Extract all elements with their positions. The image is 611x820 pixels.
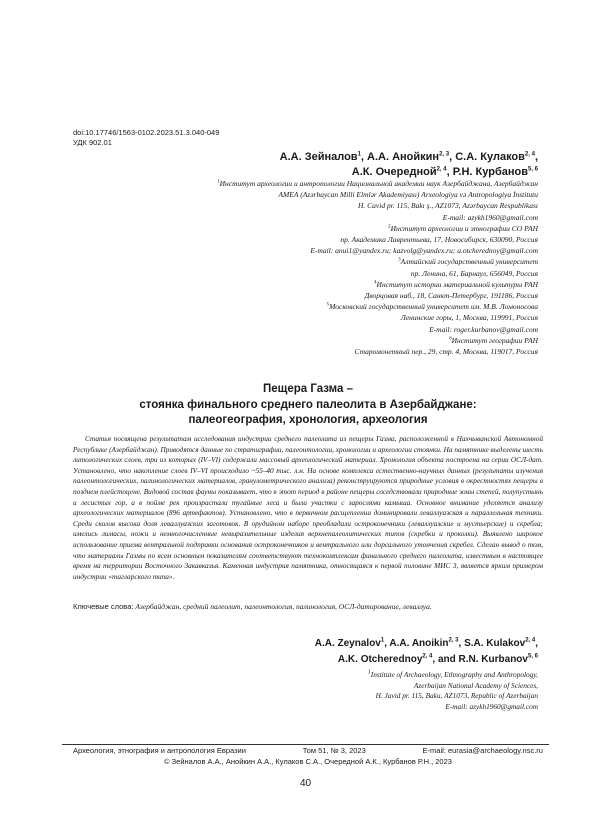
affiliation-sup: 1 bbox=[367, 669, 371, 676]
author-sup: 2, 4 bbox=[422, 653, 433, 660]
affiliation-text: E-mail: azykh1960@gmail.com bbox=[445, 701, 538, 711]
affiliation-line bbox=[68, 212, 538, 223]
title-line-3: палеогеография, хронология, археология bbox=[188, 414, 428, 426]
doi-line: doi:10.17746/1563-0102.2023.51.3.040-049 bbox=[73, 128, 220, 137]
authors-ru bbox=[68, 150, 538, 180]
abstract: Статья посвящена результатам исследования индустрии среднего палеолита из пещеры Газма, расположенной в Нахчыванской Автономной Республике (Азербайджан). Приводятся данные по стратиграфии, палеонтологии, хронологии и археологии стоянки. На памятнике выделены шесть литологических слоев, три из которых (IV–VI) содержали массовый археологический материал. Хронология объекта построена на серии ОСЛ-дат. Установлено, что накопление слоев IV–VI происходило ~55–40 тыс. л.н. На основе комплекса естественно-научных данных (результаты изучения палеонтологических, палинологических материалов, гранулометрического анализа) реконструируются природные условия в окрестностях пещеры в позднем плейстоцене. Видовой состав фауны показывает, что в этот период в районе пещеры соседствовали природные зоны степей, полупустынь и лесистых гор, а в пойме рек произрастали тугайные леса и были участки с зарослями камыша. Основное внимание уделяется анализу археологических материалов (896 артефактов). Установлено, что в первичном расщеплении доминировали леваллуазская и параллельная техники. Среди сколов высока доля леваллуазских заготовок. В орудийном наборе преобладали остроконечники (леваллуазские и мустьерские) и скребла; имелись лимасы, ножи и немногочисленные невыразительные изделия верхнепалеолитических типов (скребки и проколки). Выявлено широкое использование приема вентральной подправки основания остроконечников и вентрального или дорсального утончения скребел. Сделан вывод о том, что материалы Газмы по всем основным показателям соответствуют технокомплексам финального среднего палеолита, известным в настоящее время на территории Восточного Закавказья. Каменная индустрия памятника, относящаяся к первой половине МИС 3, является ярким примером индустрии «тагларского типа». bbox=[73, 434, 543, 581]
author-name: A.A. Anoikin bbox=[389, 638, 449, 649]
footer-journal: Археология, этнография и антропология Евразии bbox=[73, 746, 246, 755]
author-sup: 2, 4 bbox=[524, 151, 535, 158]
affiliations-en bbox=[68, 670, 538, 712]
affiliation-text: Институт археологии и этнографии СО РАН bbox=[390, 223, 538, 233]
author-sup: 2, 4 bbox=[436, 166, 447, 173]
affiliation-text: H. Cavid pr. 115, Bakı ş., AZ1073, Azərbaycan Respublikası bbox=[358, 201, 538, 211]
title-line-2: стоянка финального среднего палеолита в Азербайджане: bbox=[139, 398, 477, 411]
affiliation-line bbox=[68, 200, 538, 211]
affiliation-text: Институт истории материальной культуры РАН bbox=[376, 279, 538, 289]
affiliation-line bbox=[68, 346, 538, 357]
author-name: R.N. Kurbanov bbox=[458, 654, 528, 665]
affiliation-text: Старомонетный пер., 29, стр. 4, Москва, 119017, Россия bbox=[354, 347, 538, 357]
affiliation-line bbox=[68, 245, 538, 256]
affiliation-line bbox=[68, 279, 538, 290]
author-and: , and bbox=[432, 654, 456, 665]
affiliation-text: Дворцовая наб., 18, Санкт-Петербург, 191186, Россия bbox=[364, 291, 538, 301]
author-sup: 2, 4 bbox=[525, 637, 536, 644]
affiliation-text: Institute of Archaeology, Ethnography and Anthropology, bbox=[370, 670, 538, 679]
affiliation-sup: 2 bbox=[388, 224, 391, 230]
affiliation-line bbox=[68, 691, 538, 702]
affiliation-sup: 3 bbox=[398, 257, 401, 263]
affiliation-text: Azerbaijan National Academy of Sciences, bbox=[413, 680, 538, 690]
affiliation-line bbox=[68, 268, 538, 279]
affiliation-line bbox=[68, 702, 538, 713]
author-name: Р.Н. Курбанов bbox=[452, 166, 528, 178]
affiliation-line bbox=[68, 234, 538, 245]
affiliation-text: пр. Ленина, 61, Барнаул, 656049, Россия bbox=[410, 268, 538, 278]
affiliation-sup: 4 bbox=[374, 280, 377, 286]
author-sup: 2, 3 bbox=[439, 151, 450, 158]
udk-line: УДК 902.01 bbox=[73, 138, 112, 147]
affiliation-line bbox=[68, 670, 538, 681]
affiliations-ru bbox=[68, 178, 538, 357]
affiliation-line bbox=[68, 189, 538, 200]
affiliation-text: Ленинские горы, 1, Москва, 119991, Россия bbox=[400, 313, 538, 323]
title-line-1: Пещера Газма – bbox=[262, 383, 354, 395]
author-name: А.К. Очередной bbox=[351, 166, 437, 178]
affiliation-text: Московский государственный университет им. М.В. Ломоносова bbox=[329, 302, 538, 312]
footer-copyright: © Зейналов А.А., Анойкин А.А., Кулаков С.А., Очередной А.К., Курбанов Р.Н., 2023 bbox=[164, 757, 452, 766]
affiliation-line bbox=[68, 178, 538, 189]
authors-ru-line-1: А.А. Зейналов$^1$, А.А. Анойкин$^{2, 3}$, С.А. Кулаков$^{2, 4}$, bbox=[279, 151, 538, 163]
page-number: 40 bbox=[299, 778, 312, 789]
affiliation-line bbox=[68, 324, 538, 335]
keywords bbox=[73, 602, 543, 612]
affiliation-line bbox=[68, 335, 538, 346]
authors-en bbox=[68, 636, 538, 668]
affiliation-text: H. Javid pr. 115, Baku, AZ1073, Republic of Azerbaijan bbox=[375, 691, 538, 700]
affiliation-text: Алтайский государственный университет bbox=[400, 257, 538, 267]
author-sup: 5, 6 bbox=[527, 166, 538, 173]
affiliation-text: E-mail: anui1@yandex.ru; kazvolg@yandex.ru; a.otcherednoy@gmail.com bbox=[310, 246, 538, 256]
keywords-text: Азербайджан, средний палеолит, палеонтология, палинология, ОСЛ-датирование, леваллуа. bbox=[135, 602, 432, 611]
author-sup: 2, 3 bbox=[448, 637, 459, 644]
footer-volume: Том 51, № 3, 2023 bbox=[302, 746, 366, 755]
affiliation-sup: 5 bbox=[326, 302, 330, 308]
affiliation-text: пр. Академика Лаврентьева, 17, Новосибирск, 630090, Россия bbox=[340, 235, 538, 245]
authors-en-line-2 bbox=[68, 652, 538, 668]
affiliation-text: Институт археологии и антропологии Национальной академии наук Азербайджана, Азербайджан bbox=[219, 179, 538, 188]
author-name: А.А. Зейналов bbox=[279, 151, 358, 163]
affiliation-line bbox=[68, 223, 538, 234]
footer-rule bbox=[62, 744, 549, 745]
author-sup: 1 bbox=[380, 637, 385, 644]
affiliation-line bbox=[68, 256, 538, 267]
author-name: S.A. Kulakov bbox=[464, 638, 526, 649]
affiliation-line bbox=[68, 312, 538, 323]
footer-journal-row bbox=[73, 746, 543, 756]
author-name: A.K. Otcherednoy bbox=[337, 654, 423, 665]
affiliation-line bbox=[68, 290, 538, 301]
affiliation-text: AMEA (Azərbaycan Milli Elmlər Akademiyası) Arxeologiya və Antropologiya İnstitutu bbox=[278, 190, 538, 200]
author-name: A.A. Zeynalov bbox=[314, 638, 381, 649]
affiliation-line bbox=[68, 681, 538, 692]
author-sup: 5, 6 bbox=[527, 653, 538, 660]
author-name: А.А. Анойкин bbox=[367, 151, 440, 163]
authors-ru-line-2: А.К. Очередной$^{2, 4}$, Р.Н. Курбанов$^{5, 6}$ bbox=[351, 166, 538, 178]
affiliation-sup: 1 bbox=[217, 179, 220, 185]
author-sup: 1 bbox=[357, 151, 361, 158]
affiliation-sup: 6 bbox=[449, 336, 452, 342]
affiliation-text: Институт географии РАН bbox=[451, 335, 538, 345]
affiliation-line bbox=[68, 301, 538, 312]
keywords-label: Ключевые слова: bbox=[73, 602, 134, 611]
affiliation-text: E-mail: azykh1960@gmail.com bbox=[442, 212, 538, 222]
footer-email: E-mail: eurasia@archaeology.nsc.ru bbox=[422, 746, 543, 755]
affiliation-text: E-mail: roger.kurbanov@gmail.com bbox=[429, 324, 538, 334]
article-title bbox=[73, 382, 543, 429]
author-name: С.А. Кулаков bbox=[455, 151, 525, 163]
authors-en-line-1: A.A. Zeynalov$^1$, A.A. Anoikin$^{2, 3}$, S.A. Kulakov$^{2, 4}$, bbox=[314, 637, 538, 649]
